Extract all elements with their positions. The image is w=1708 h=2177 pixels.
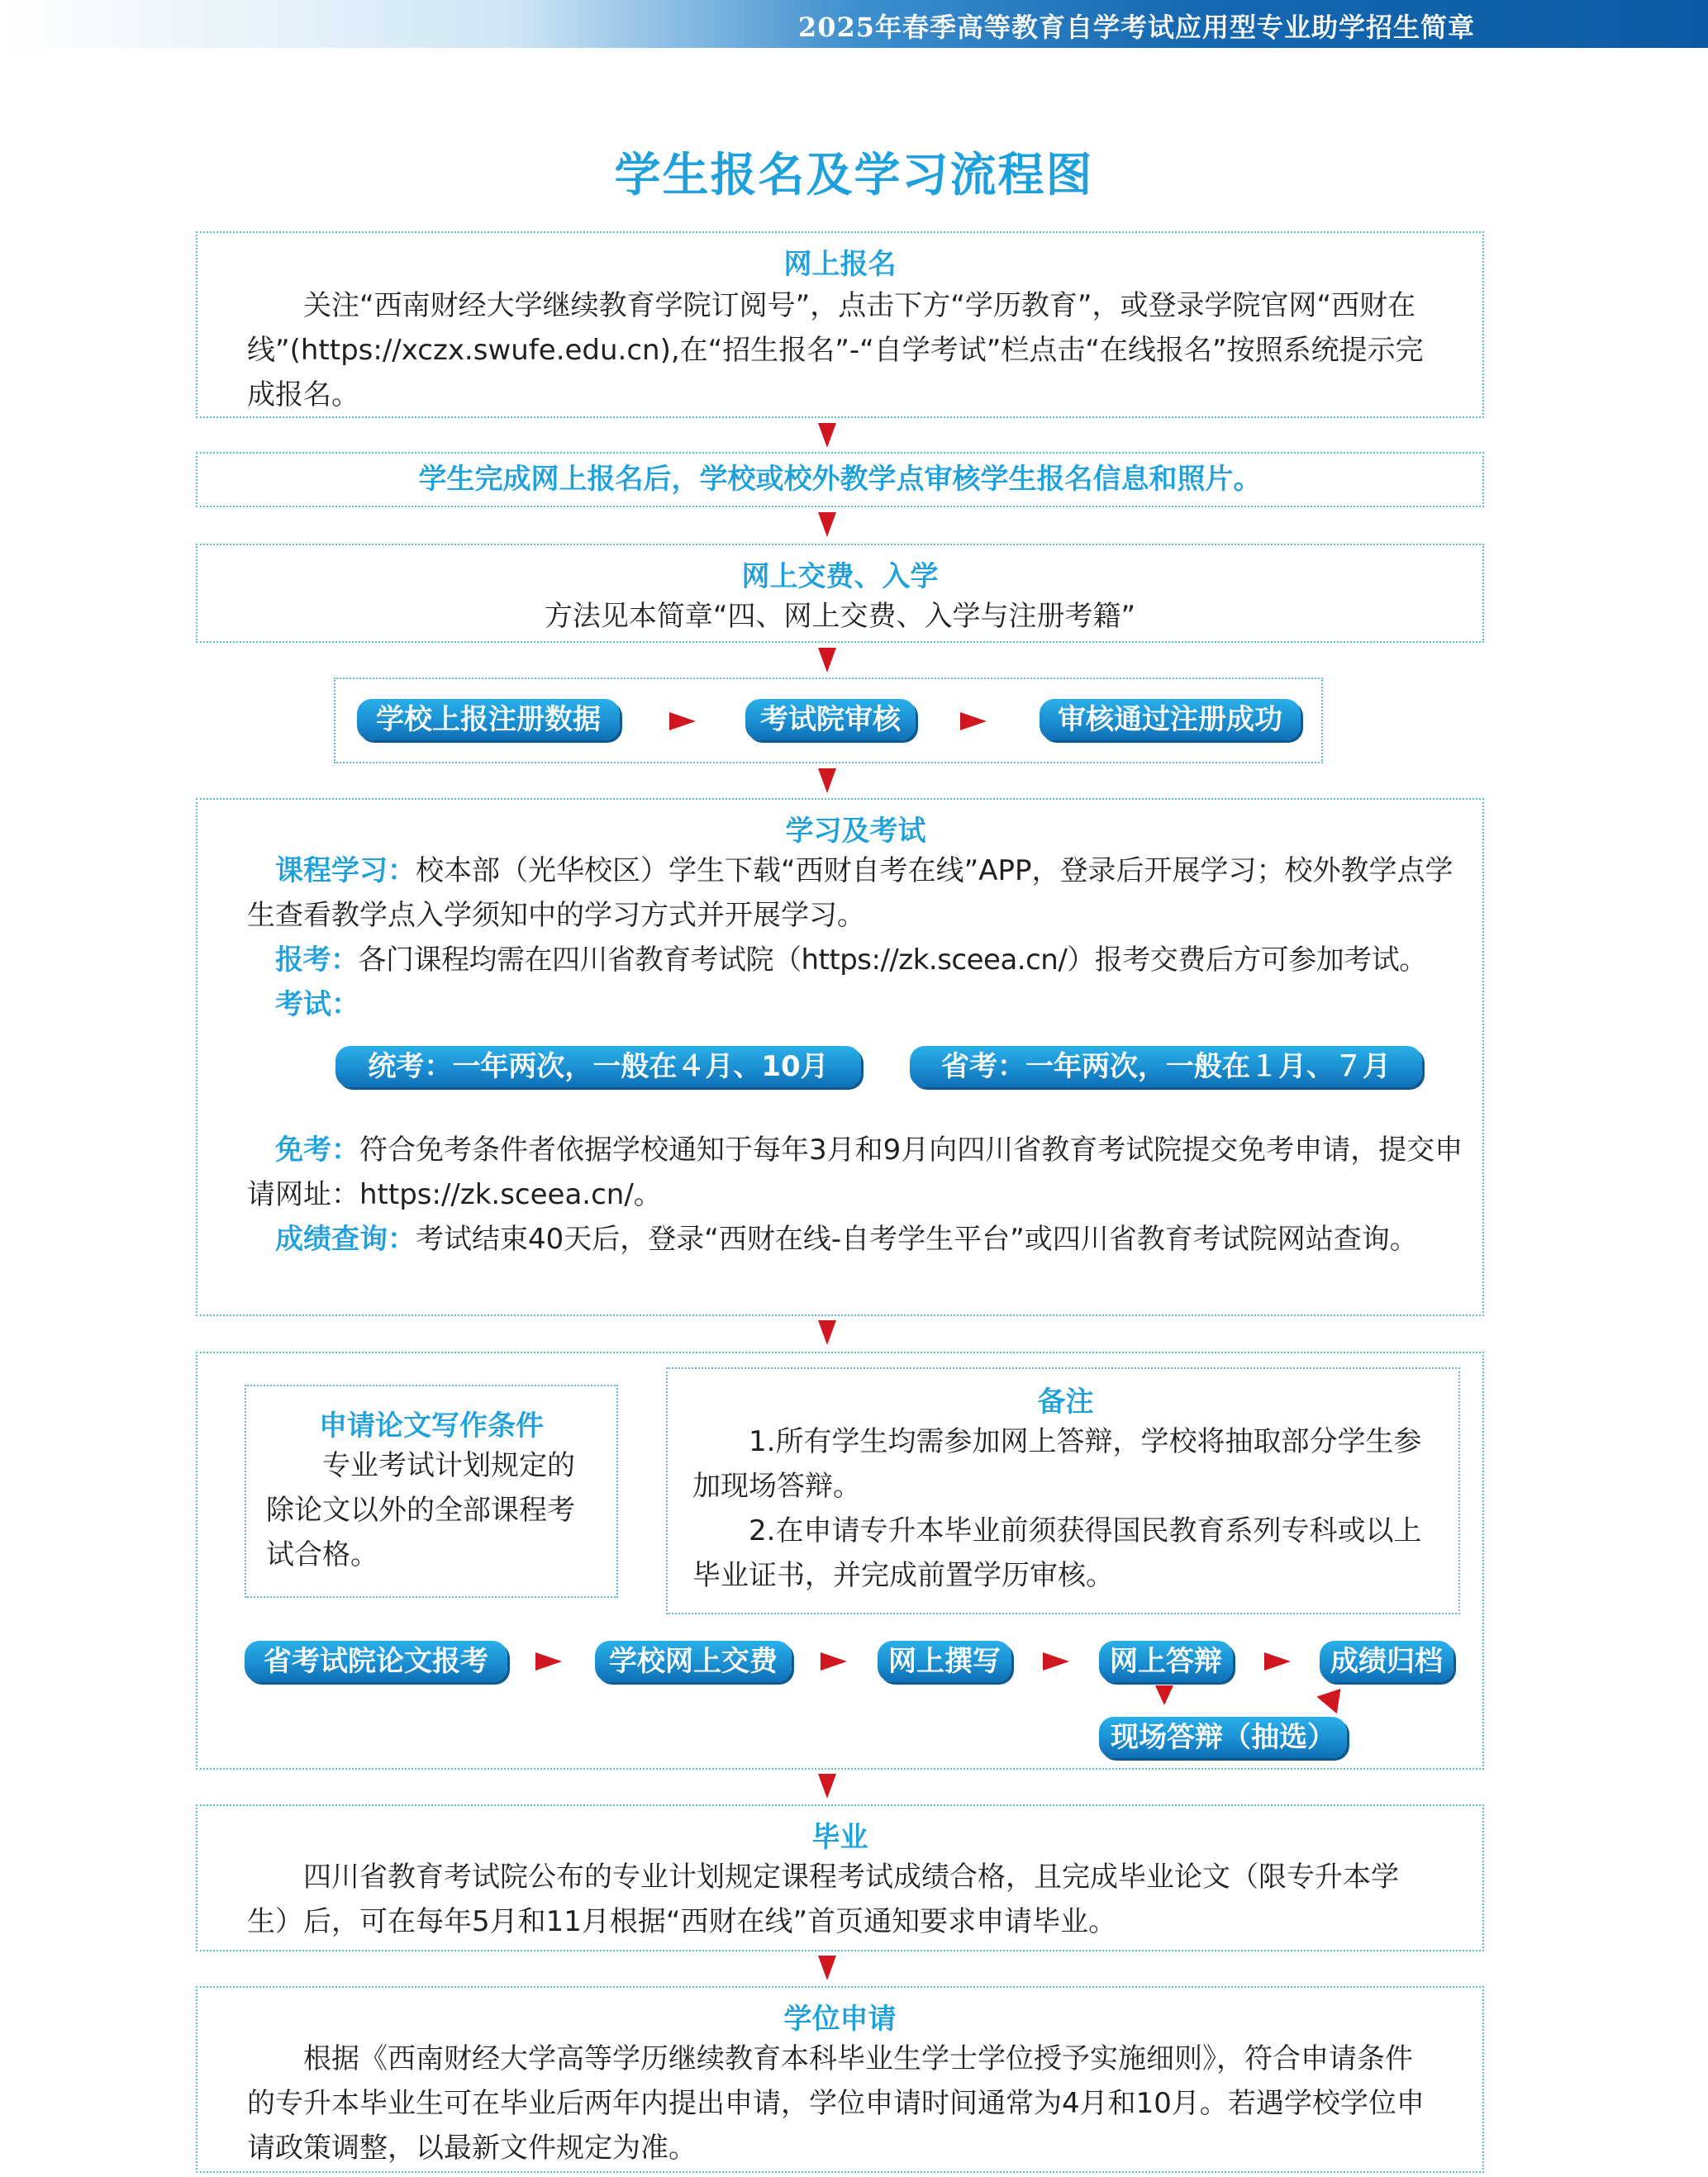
apply-text: 各门课程均需在四川省教育考试院（https://zk.sceea.cn/）报考交费后方可参加考试。	[358, 944, 1427, 977]
arrow-right-icon	[960, 712, 987, 730]
page-title: 学生报名及学习流程图	[614, 149, 1094, 202]
arrow-down-icon	[818, 512, 836, 537]
score-paragraph	[247, 1217, 1464, 1262]
score-text: 考试结束40天后，登录“西财在线-自考学生平台”或四川省教育考试院网站查询。	[416, 1223, 1418, 1256]
arrow-down-icon	[1155, 1685, 1173, 1705]
condition-text: 专业考试计划规定的除论文以外的全部课程考试合格。	[266, 1449, 575, 1571]
step-text: 学生完成网上报名后，学校或校外教学点审核学生报名信息和照片。	[418, 463, 1262, 496]
note-box	[666, 1367, 1460, 1614]
step-review	[196, 452, 1484, 507]
arrow-right-icon	[821, 1652, 847, 1671]
header-bar	[0, 0, 1708, 48]
step-text: 四川省教育考试院公布的专业计划规定课程考试成绩合格，且完成毕业论文（限专升本学生）后，可在每年5月和11月根据“西财在线”首页通知要求申请毕业。	[247, 1861, 1399, 1938]
step-degree	[196, 1986, 1484, 2173]
arrow-down-icon	[818, 1774, 836, 1799]
note-heading: 备注	[1037, 1386, 1094, 1419]
course-text: 校本部（光华校区）学生下载“西财自考在线”APP，登录后开展学习；校外教学点学生查看教学点入学须知中的学习方式并开展学习。	[247, 854, 1453, 932]
pill-online-writing: 网上撰写	[878, 1641, 1011, 1682]
step-online-registration	[196, 231, 1484, 418]
exempt-label: 免考：	[275, 1134, 359, 1167]
arrow-right-icon	[669, 712, 696, 730]
course-label: 课程学习：	[275, 854, 416, 887]
header-title: 2025年春季高等教育自学考试应用型专业助学招生简章	[797, 12, 1475, 43]
exempt-text: 符合免考条件者依据学校通知于每年3月和9月向四川省教育考试院提交免考申请，提交申请网址：https://zk.sceea.cn/。	[247, 1134, 1463, 1211]
pill-provincial-exam: 省考：一年两次，一般在１月、７月	[910, 1046, 1422, 1087]
condition-heading: 申请论文写作条件	[319, 1409, 544, 1443]
course-paragraph	[247, 848, 1464, 938]
arrow-down-icon	[818, 1320, 836, 1345]
pill-online-defense: 网上答辩	[1099, 1641, 1233, 1682]
arrow-down-icon	[818, 1956, 836, 1980]
step-text: 根据《西南财经大学高等学历继续教育本科毕业生学士学位授予实施细则》，符合申请条件的专升本毕业生可在毕业后两年内提出申请，学位申请时间通常为4月和10月。若遇学校学位申请政策调整，以最新文件规定为准。	[247, 2042, 1425, 2165]
pill-provincial-thesis-apply: 省考试院论文报考	[245, 1641, 507, 1682]
arrow-down-icon	[818, 423, 836, 448]
step-heading: 网上交费、入学	[741, 560, 939, 593]
pill-registered: 审核通过注册成功	[1040, 699, 1301, 740]
pill-exam-review: 考试院审核	[745, 699, 916, 740]
arrow-down-icon	[818, 768, 836, 793]
step-heading: 毕业	[811, 1821, 868, 1854]
exam-paragraph	[247, 982, 1464, 1027]
apply-paragraph	[247, 938, 1464, 982]
step-heading: 学位申请	[783, 2003, 897, 2036]
step-text: 方法见本简章“四、网上交费、入学与注册考籍”	[544, 600, 1136, 633]
exempt-paragraph	[247, 1128, 1464, 1217]
pill-school-payment: 学校网上交费	[595, 1641, 792, 1682]
pill-score-archive: 成绩归档	[1320, 1641, 1453, 1682]
score-label: 成绩查询：	[275, 1223, 416, 1256]
pill-unified-exam: 统考：一年两次，一般在４月、10月	[335, 1046, 861, 1087]
apply-label: 报考：	[275, 944, 359, 977]
step-graduation	[196, 1804, 1484, 1951]
arrow-down-icon	[818, 648, 836, 673]
step-heading: 网上报名	[783, 248, 897, 281]
arrow-right-icon	[1264, 1652, 1291, 1671]
step-heading: 学习及考试	[785, 815, 926, 848]
arrow-right-icon	[535, 1652, 562, 1671]
arrow-right-icon	[1043, 1652, 1069, 1671]
pill-school-report: 学校上报注册数据	[357, 699, 620, 740]
note-1: 1.所有学生均需参加网上答辩，学校将抽取部分学生参加现场答辩。	[692, 1425, 1422, 1503]
step-payment	[196, 544, 1484, 643]
thesis-condition-box	[245, 1385, 618, 1598]
exam-label: 考试：	[275, 988, 359, 1021]
note-2: 2.在申请专升本毕业前须获得国民教育系列专科或以上毕业证书，并完成前置学历审核。	[692, 1514, 1422, 1592]
pill-onsite-defense: 现场答辩（抽选）	[1099, 1717, 1347, 1758]
step-text: 关注“西南财经大学继续教育学院订阅号”，点击下方“学历教育”，或登录学院官网“西财在线”(https://xczx.swufe.edu.cn),在“招生报名”-“自学考试”栏点击“在线报名”按照系统提示完成报名。	[247, 289, 1424, 411]
